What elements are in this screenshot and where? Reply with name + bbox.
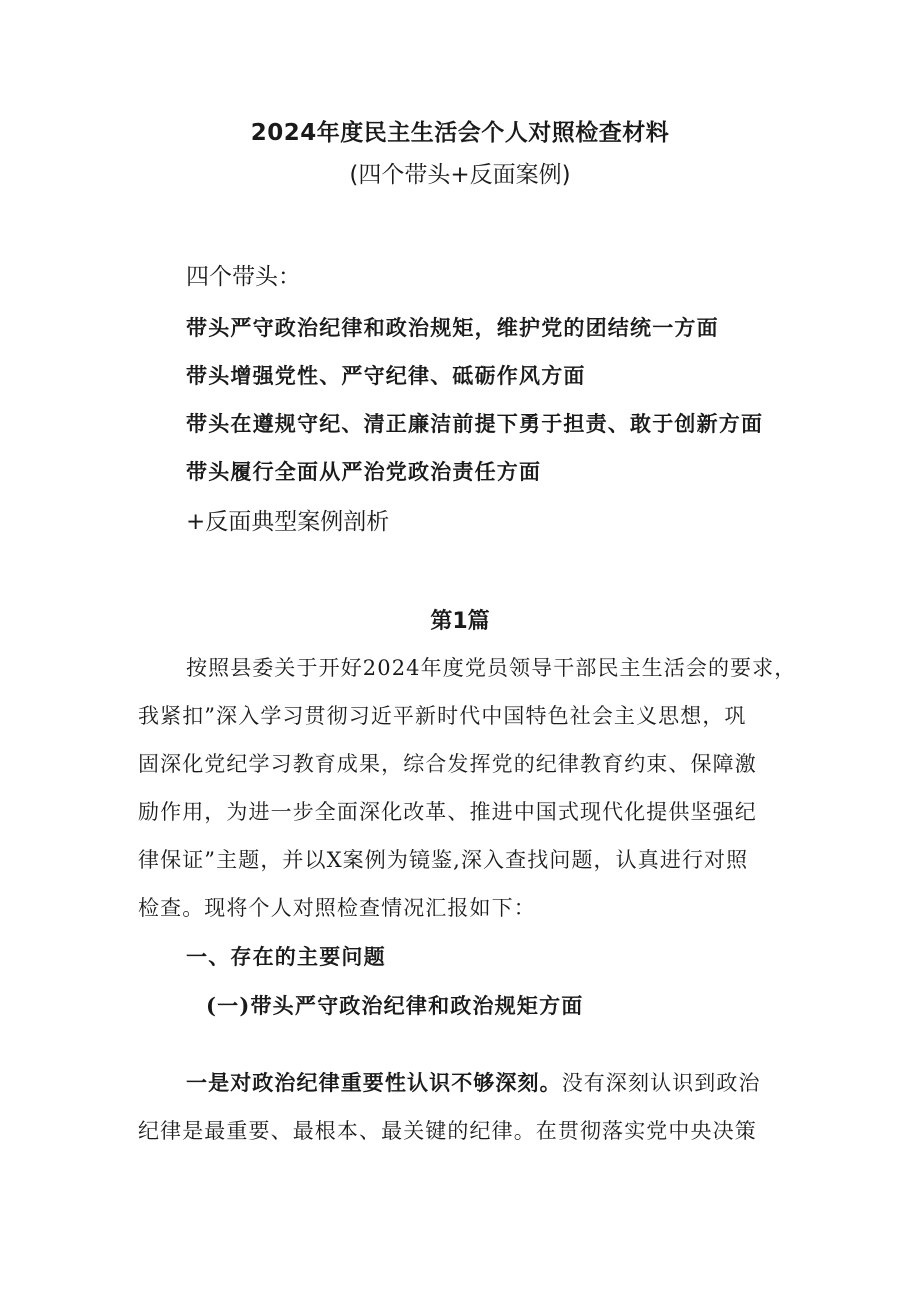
lead-item-1: 带头严守政治纪律和政治规矩，维护党的团结统一方面: [186, 315, 719, 340]
point-line1-rest: 没有深刻认识到政治: [561, 1071, 761, 1095]
subsection-heading: (一)带头严守政治纪律和政治规矩方面: [206, 993, 584, 1018]
lead-item-4: 带头履行全面从严治党政治责任方面: [186, 459, 542, 484]
document-title: 2024年度民主生活会个人对照检查材料: [250, 120, 670, 146]
intro-line-2: 我紧扣”深入学习贯彻习近平新时代中国特色社会主义思想，巩: [138, 704, 747, 728]
case-analysis-line: +反面典型案例剖析: [186, 509, 390, 535]
intro-line-5: 律保证”主题，并以X案例为镜鉴,深入查找问题，认真进行对照: [138, 848, 749, 872]
lead-item-2: 带头增强党性、严守纪律、砥砺作风方面: [186, 363, 586, 388]
point-lead: 一是对政治纪律重要性认识不够深刻。: [186, 1070, 562, 1095]
point-paragraph-line-1: [186, 1067, 761, 1097]
document-subtitle: (四个带头+反面案例): [349, 162, 571, 188]
lead-item-3: 带头在遵规守纪、清正廉洁前提下勇于担责、敢于创新方面: [186, 411, 764, 436]
intro-line-4: 励作用，为进一步全面深化改革、推进中国式现代化提供坚强纪: [138, 800, 757, 824]
chapter-title: 第1篇: [430, 609, 490, 634]
leads-heading: 四个带头：: [186, 264, 301, 290]
intro-line-6: 检查。现将个人对照检查情况汇报如下：: [138, 896, 536, 920]
point-paragraph-line-2: 纪律是最重要、最根本、最关键的纪律。在贯彻落实党中央决策: [138, 1119, 757, 1143]
intro-line-3: 固深化党纪学习教育成果，综合发挥党的纪律教育约束、保障激: [138, 752, 757, 776]
section-heading: 一、存在的主要问题: [186, 944, 386, 969]
intro-line-1: 按照县委关于开好2024年度党员领导干部民主生活会的要求，: [186, 656, 797, 680]
